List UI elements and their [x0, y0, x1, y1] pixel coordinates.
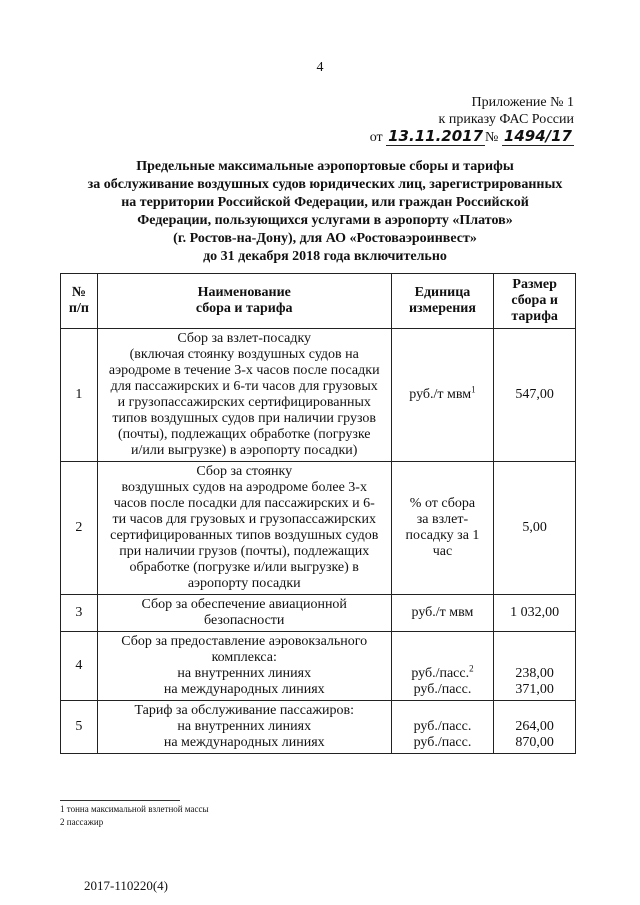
unit-line: руб./пасс. — [413, 719, 472, 734]
title-line: до 31 декабря 2018 года включительно — [203, 249, 447, 264]
row-number: 5 — [61, 701, 98, 754]
fee-name-line: для пассажирских и 6-ти часов для грузовых — [110, 379, 378, 394]
appendix-line-2: к приказу ФАС России — [438, 112, 574, 127]
footnotes — [60, 803, 209, 829]
unit-cell — [391, 329, 494, 462]
fee-name-line: (почты), подлежащих обработке (погрузке — [117, 427, 371, 442]
title-line: (г. Ростов-на-Дону), для АО «Ростоваэроинвест» — [173, 231, 477, 246]
unit-line: посадку за 1 — [405, 528, 480, 543]
footnote-separator — [60, 800, 180, 801]
row-number: 1 — [61, 329, 98, 462]
fee-name-line: безопасности — [204, 613, 285, 628]
header-unit — [391, 274, 494, 329]
fee-name-line: воздушных судов на аэродроме более 3-х — [121, 480, 367, 495]
fee-name-line: аэродроме в течение 3-х часов после посадки — [108, 363, 380, 378]
unit-text: руб./т мвм — [409, 387, 472, 402]
unit-cell: руб./т мвм — [391, 595, 494, 632]
fees-table — [60, 273, 576, 754]
unit-line: за взлет- — [416, 512, 469, 527]
fee-value: 5,00 — [494, 462, 576, 595]
fee-subline: на международных линиях — [163, 682, 325, 697]
handwritten-order-number: 1494/17 — [503, 127, 572, 145]
header-name — [97, 274, 391, 329]
fee-name-line: Сбор за предоставление аэровокзального — [121, 634, 368, 649]
title-line: Предельные максимальные аэропортовые сборы и тарифы — [136, 159, 514, 174]
page-number: 4 — [316, 60, 324, 75]
row-number: 4 — [61, 632, 98, 701]
fee-name-line: (включая стоянку воздушных судов на — [129, 347, 359, 362]
fee-subline: на международных линиях — [163, 735, 325, 750]
footnote: 2 пассажир — [60, 817, 104, 827]
header-size — [494, 274, 576, 329]
footnote-ref: 1 — [471, 384, 476, 395]
value-line: 238,00 — [515, 666, 554, 681]
fee-name-line: Сбор за обеспечение авиационной — [141, 597, 347, 612]
document-title — [40, 158, 610, 266]
table-row — [61, 701, 576, 754]
unit-line: руб./пасс. — [413, 735, 472, 750]
unit-cell — [391, 462, 494, 595]
fee-name-line: Сбор за взлет-посадку — [177, 331, 312, 346]
fee-subline: на внутренних линиях — [177, 719, 312, 734]
header-name-line: сбора и тарифа — [195, 301, 293, 316]
number-label: № — [485, 130, 499, 145]
fee-name-line: часов после посадки для пассажирских и 6- — [113, 496, 375, 511]
fee-value — [494, 632, 576, 701]
fee-name-line: ти часов для грузовых и грузопассажирских — [112, 512, 376, 527]
header-size-line: тарифа — [511, 309, 558, 324]
fee-name-line: типов воздушных судов при наличии грузов — [112, 411, 377, 426]
fee-name-line: комплекса: — [211, 650, 277, 665]
fee-name — [97, 462, 391, 595]
from-label: от — [369, 130, 383, 145]
document-code: 2017-110220(4) — [84, 878, 169, 893]
unit-line: руб./пасс.$^2$ — [411, 663, 474, 681]
title-line: за обслуживание воздушных судов юридических лиц, зарегистрированных — [87, 177, 563, 192]
header-name-line: Наименование — [197, 285, 291, 300]
table-header-row — [61, 274, 576, 329]
unit-line: % от сбора — [409, 496, 476, 511]
fee-value — [494, 701, 576, 754]
fee-name-line: и/или выгрузке) в аэропорту посадки) — [131, 443, 358, 458]
table-row — [61, 595, 576, 632]
row-number: 2 — [61, 462, 98, 595]
footnote: 1 тонна максимальной взлетной массы — [60, 804, 209, 814]
row-number: 3 — [61, 595, 98, 632]
fee-name-line: и грузопассажирских сертифицированных — [117, 395, 371, 410]
header-num — [61, 274, 98, 329]
unit-cell — [391, 632, 494, 701]
header-unit-line: измерения — [408, 301, 476, 316]
unit-cell — [391, 701, 494, 754]
appendix-block — [370, 94, 574, 146]
fee-name-line: обработке (погрузке и/или выгрузке) в — [129, 560, 359, 575]
header-unit-line: Единица — [414, 285, 471, 300]
title-line: Федерации, пользующихся услугами в аэропорту «Платов» — [137, 213, 513, 228]
table-row — [61, 462, 576, 595]
unit-line: руб./пасс. — [413, 682, 472, 697]
header-num-line: п/п — [68, 301, 89, 316]
fee-name — [97, 701, 391, 754]
appendix-line-1: Приложение № 1 — [471, 95, 574, 110]
fee-name-line: Сбор за стоянку — [196, 464, 293, 479]
appendix-order-line — [370, 128, 574, 146]
fee-value: 1 032,00 — [494, 595, 576, 632]
table-row — [61, 329, 576, 462]
unit-line: час — [432, 544, 453, 559]
value-line: 371,00 — [515, 682, 554, 697]
fee-name — [97, 595, 391, 632]
fee-name-line: Тариф за обслуживание пассажиров: — [134, 703, 355, 718]
value-line: 870,00 — [515, 735, 554, 750]
fee-subline: на внутренних линиях — [177, 666, 312, 681]
fee-name-line: аэропорту посадки — [187, 576, 301, 591]
fee-name-line: при наличии грузов (почты), подлежащих — [119, 544, 370, 559]
title-line: на территории Российской Федерации, или граждан Российской — [121, 195, 529, 210]
fee-name-line: сертифицированных типов воздушных судов — [110, 528, 379, 543]
header-size-line: сбора и — [511, 293, 558, 308]
header-num-line: № — [71, 285, 86, 300]
fee-name — [97, 632, 391, 701]
value-line: 264,00 — [515, 719, 554, 734]
fee-name — [97, 329, 391, 462]
fee-value: 547,00 — [494, 329, 576, 462]
header-size-line: Размер — [512, 277, 557, 292]
footnote-ref: 2 — [469, 663, 474, 674]
table-row — [61, 632, 576, 701]
handwritten-date: 13.11.2017 — [388, 127, 484, 145]
